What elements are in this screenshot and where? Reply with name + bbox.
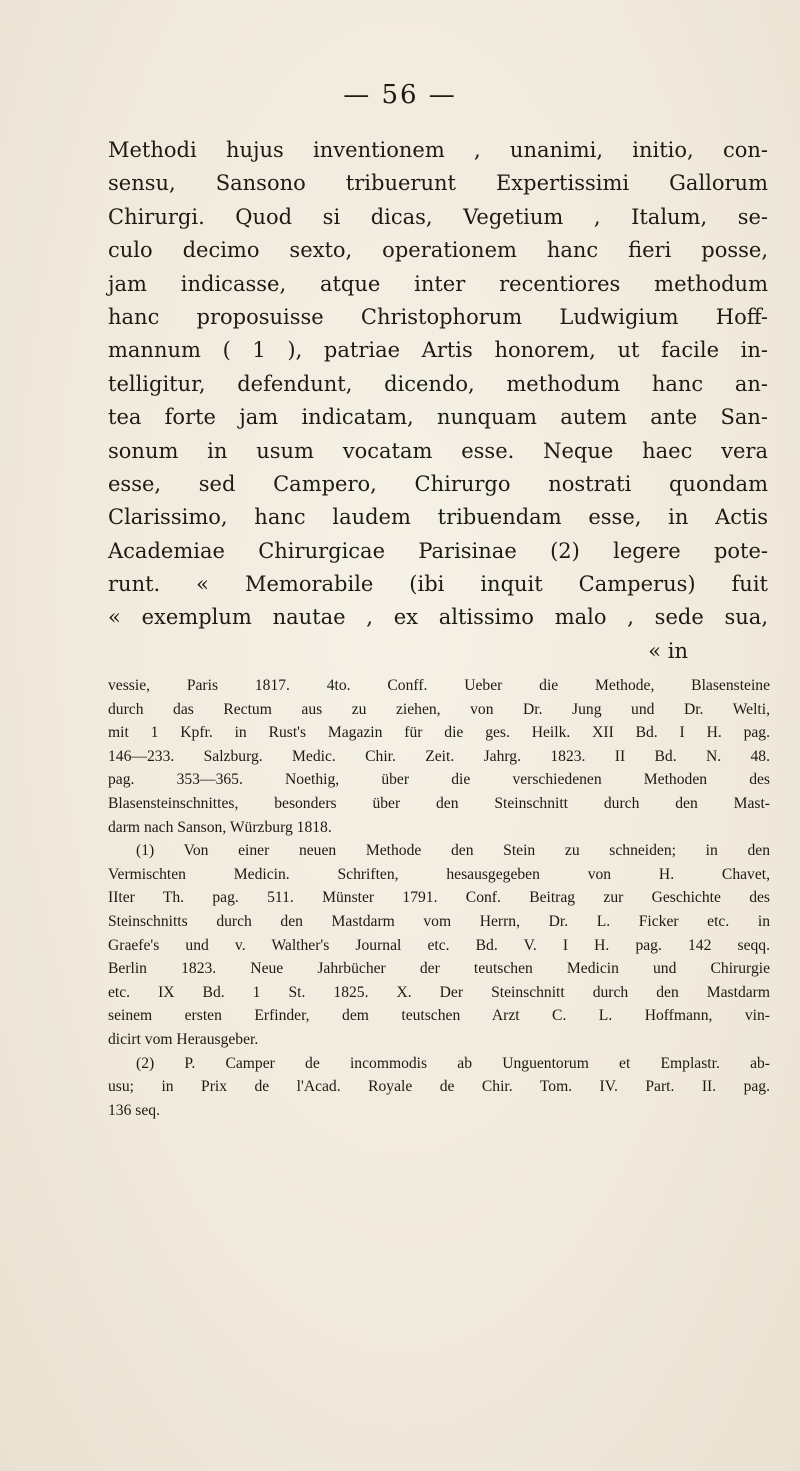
body-line: telligitur, defendunt, dicendo, methodum hanc an-: [108, 371, 768, 396]
footnote-2-start: (2) P. Camper de incommodis ab Unguentorum et Emplastr. ab-: [136, 1054, 770, 1072]
body-line: sonum in usum vocatam esse. Neque haec vera: [108, 438, 768, 463]
footnote-line: vessie, Paris 1817. 4to. Conff. Ueber die Methode, Blasensteine: [108, 677, 770, 694]
footnotes: [108, 674, 770, 1122]
footnote-line: darm nach Sanson, Würzburg 1818.: [108, 818, 332, 836]
footnote-line: durch das Rectum aus zu ziehen, von Dr. Jung und Dr. Welti,: [108, 700, 770, 718]
footnote-line: dicirt vom Herausgeber.: [108, 1030, 259, 1048]
body-line: Academiae Chirurgicae Parisinae (2) legere pote-: [108, 538, 768, 563]
footnote-line: pag. 353—365. Noethig, über die verschiedenen Methoden des: [108, 771, 770, 789]
footnote-line: Berlin 1823. Neue Jahrbücher der teutschen Medicin und Chirurgie: [108, 960, 770, 978]
body-line: esse, sed Campero, Chirurgo nostrati quondam: [108, 471, 768, 496]
body-line: Clarissimo, hanc laudem tribuendam esse, in Actis: [108, 505, 768, 530]
catchword: « in: [648, 638, 688, 663]
footnote-line: Steinschnitts durch den Mastdarm vom Herrn, Dr. L. Ficker etc. in: [108, 912, 770, 930]
body-line: « exemplum nautae , ex altissimo malo , sede sua,: [108, 605, 768, 630]
footnote-line: IIter Th. pag. 511. Münster 1791. Conf. Beitrag zur Geschichte des: [108, 889, 770, 907]
body-line: sensu, Sansono tribuerunt Expertissimi Gallorum: [108, 171, 768, 196]
footnote-line: seinem ersten Erfinder, dem teutschen Arzt C. L. Hoffmann, vin-: [108, 1007, 770, 1025]
footnote-line: Vermischten Medicin. Schriften, hesausgegeben von H. Chavet,: [108, 865, 770, 883]
body-text: [108, 134, 768, 668]
footnote-line: usu; in Prix de l'Acad. Royale de Chir. Tom. IV. Part. II. pag.: [108, 1078, 770, 1096]
body-line: tea forte jam indicatam, nunquam autem ante San-: [108, 405, 768, 430]
footnote-line: mit 1 Kpfr. in Rust's Magazin für die ges. Heilk. XII Bd. I H. pag.: [108, 724, 770, 742]
footnote-line: Blasensteinschnittes, besonders über den Steinschnitt durch den Mast-: [108, 794, 770, 812]
page-number: — 56 —: [343, 80, 457, 110]
body-line: hanc proposuisse Christophorum Ludwigium Hoff-: [108, 304, 768, 329]
footnote-line: etc. IX Bd. 1 St. 1825. X. Der Steinschnitt durch den Mastdarm: [108, 983, 770, 1001]
footnote-1-start: (1) Von einer neuen Methode den Stein zu schneiden; in den: [136, 842, 770, 860]
footnote-line: 146—233. Salzburg. Medic. Chir. Zeit. Jahrg. 1823. II Bd. N. 48.: [108, 747, 770, 765]
body-line: jam indicasse, atque inter recentiores methodum: [108, 271, 768, 296]
body-line: runt. « Memorabile (ibi inquit Camperus) fuit: [108, 572, 768, 597]
footnote-line: 136 seq.: [108, 1101, 160, 1119]
body-line: mannum ( 1 ), patriae Artis honorem, ut facile in-: [108, 338, 768, 363]
footnote-line: Graefe's und v. Walther's Journal etc. Bd. V. I H. pag. 142 seqq.: [108, 936, 770, 954]
body-line: Chirurgi. Quod si dicas, Vegetium , Italum, se-: [108, 204, 768, 229]
body-line: culo decimo sexto, operationem hanc fieri posse,: [108, 238, 768, 263]
body-line: Methodi hujus inventionem , unanimi, initio, con-: [108, 138, 768, 162]
